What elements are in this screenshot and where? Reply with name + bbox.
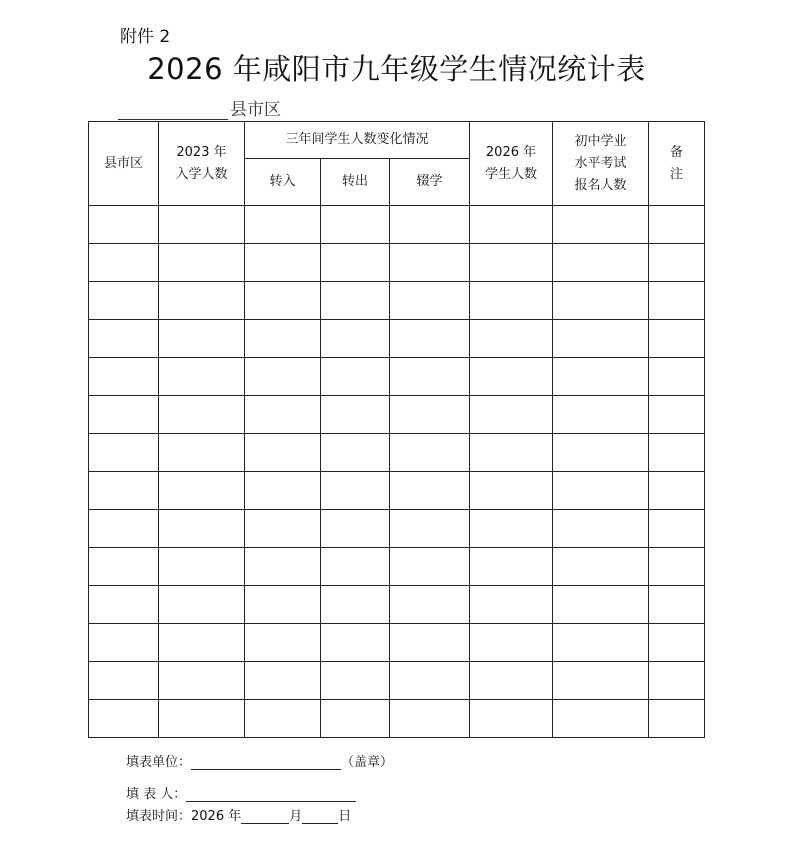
day-blank-line[interactable] — [302, 809, 338, 824]
table-cell[interactable] — [553, 662, 649, 700]
table-cell[interactable] — [159, 244, 245, 282]
county-blank-line[interactable] — [118, 103, 228, 120]
filler-blank-line[interactable] — [186, 787, 356, 802]
table-cell[interactable] — [470, 434, 553, 472]
table-row — [89, 472, 705, 510]
unit-field — [126, 751, 393, 770]
table-cell[interactable] — [159, 396, 245, 434]
table-cell[interactable] — [649, 434, 705, 472]
header-county: 县市区 — [89, 122, 159, 206]
table-cell[interactable] — [390, 624, 470, 662]
date-field — [126, 805, 351, 824]
table-cell[interactable] — [649, 282, 705, 320]
table-cell[interactable] — [89, 662, 159, 700]
table-cell[interactable] — [321, 396, 390, 434]
county-suffix-label: 县市区 — [230, 100, 281, 120]
month-blank-line[interactable] — [241, 809, 289, 824]
table-row — [89, 320, 705, 358]
table-body — [89, 206, 705, 738]
table-cell[interactable] — [89, 510, 159, 548]
table-cell[interactable] — [321, 320, 390, 358]
header-transfer-in: 转入 — [245, 159, 321, 206]
table-row — [89, 244, 705, 282]
table-row — [89, 624, 705, 662]
table-cell[interactable] — [470, 358, 553, 396]
table-row — [89, 434, 705, 472]
table-cell[interactable] — [159, 662, 245, 700]
table-cell[interactable] — [89, 434, 159, 472]
table-cell[interactable] — [245, 282, 321, 320]
filler-field — [126, 783, 356, 802]
table-cell[interactable] — [470, 548, 553, 586]
table-cell[interactable] — [245, 662, 321, 700]
table-row — [89, 586, 705, 624]
table-cell[interactable] — [321, 434, 390, 472]
table-cell[interactable] — [89, 472, 159, 510]
table-row — [89, 358, 705, 396]
month-label: 月 — [289, 809, 303, 824]
header-remark: 备 注 — [649, 122, 705, 206]
table-cell[interactable] — [553, 320, 649, 358]
table-row — [89, 206, 705, 244]
table-cell[interactable] — [390, 434, 470, 472]
county-field — [118, 95, 281, 120]
table-cell[interactable] — [553, 586, 649, 624]
table-cell[interactable] — [553, 700, 649, 738]
table-cell[interactable] — [553, 548, 649, 586]
table-cell[interactable] — [470, 662, 553, 700]
table-cell[interactable] — [245, 472, 321, 510]
table-cell[interactable] — [649, 206, 705, 244]
header-transfer-out: 转出 — [321, 159, 390, 206]
table-cell[interactable] — [553, 624, 649, 662]
table-cell[interactable] — [89, 282, 159, 320]
table-cell[interactable] — [553, 282, 649, 320]
table-cell[interactable] — [470, 700, 553, 738]
table-row — [89, 700, 705, 738]
table-row — [89, 396, 705, 434]
table-cell[interactable] — [649, 548, 705, 586]
table-cell[interactable] — [390, 586, 470, 624]
table-cell[interactable] — [159, 282, 245, 320]
table-cell[interactable] — [245, 320, 321, 358]
table-cell[interactable] — [89, 396, 159, 434]
table-cell[interactable] — [390, 244, 470, 282]
table-cell[interactable] — [649, 320, 705, 358]
header-change-group: 三年间学生人数变化情况 — [245, 122, 470, 159]
table-cell[interactable] — [89, 358, 159, 396]
table-cell[interactable] — [649, 624, 705, 662]
table-cell[interactable] — [159, 472, 245, 510]
header-exam-registrations: 初中学业 水平考试 报名人数 — [553, 122, 649, 206]
table-cell[interactable] — [470, 244, 553, 282]
header-dropout: 辍学 — [390, 159, 470, 206]
table-cell[interactable] — [649, 358, 705, 396]
table-cell[interactable] — [321, 662, 390, 700]
page-title: 2026 年咸阳市九年级学生情况统计表 — [147, 52, 646, 86]
table-cell[interactable] — [89, 586, 159, 624]
table-cell[interactable] — [470, 396, 553, 434]
table-cell[interactable] — [321, 282, 390, 320]
table-cell[interactable] — [390, 320, 470, 358]
table-cell[interactable] — [245, 206, 321, 244]
table-cell[interactable] — [470, 282, 553, 320]
table-cell[interactable] — [89, 700, 159, 738]
table-cell[interactable] — [245, 358, 321, 396]
table-row — [89, 510, 705, 548]
table-cell[interactable] — [321, 586, 390, 624]
header-2023-enrollment: 2023 年 入学人数 — [159, 122, 245, 206]
table-cell[interactable] — [321, 624, 390, 662]
table-cell[interactable] — [245, 700, 321, 738]
table-cell[interactable] — [649, 700, 705, 738]
table-row — [89, 548, 705, 586]
table-cell[interactable] — [390, 700, 470, 738]
table-cell[interactable] — [245, 548, 321, 586]
unit-label: 填表单位： — [126, 755, 192, 770]
table-cell[interactable] — [89, 624, 159, 662]
table-cell[interactable] — [470, 624, 553, 662]
table-cell[interactable] — [553, 244, 649, 282]
date-label: 填表时间：2026 年 — [126, 809, 242, 824]
table-cell[interactable] — [159, 624, 245, 662]
table-cell[interactable] — [89, 320, 159, 358]
table-cell[interactable] — [553, 434, 649, 472]
table-cell[interactable] — [159, 320, 245, 358]
table-cell[interactable] — [321, 548, 390, 586]
table-cell[interactable] — [245, 624, 321, 662]
table-cell[interactable] — [245, 434, 321, 472]
table-cell[interactable] — [470, 472, 553, 510]
table-cell[interactable] — [159, 358, 245, 396]
table-cell[interactable] — [89, 244, 159, 282]
table-cell[interactable] — [553, 358, 649, 396]
table-cell[interactable] — [321, 206, 390, 244]
table-cell[interactable] — [159, 206, 245, 244]
table-cell[interactable] — [245, 510, 321, 548]
table-cell[interactable] — [649, 586, 705, 624]
table-cell[interactable] — [321, 358, 390, 396]
table-cell[interactable] — [470, 206, 553, 244]
table-cell[interactable] — [245, 586, 321, 624]
table-cell[interactable] — [159, 700, 245, 738]
table-cell[interactable] — [159, 434, 245, 472]
table-cell[interactable] — [390, 282, 470, 320]
table-row — [89, 282, 705, 320]
table-cell[interactable] — [245, 396, 321, 434]
table-cell[interactable] — [649, 396, 705, 434]
table-cell[interactable] — [470, 510, 553, 548]
attachment-label: 附件 2 — [120, 27, 171, 47]
table-cell[interactable] — [245, 244, 321, 282]
day-label: 日 — [338, 809, 352, 824]
table-cell[interactable] — [390, 206, 470, 244]
table-cell[interactable] — [159, 510, 245, 548]
table-cell[interactable] — [390, 548, 470, 586]
table-cell[interactable] — [159, 548, 245, 586]
table-cell[interactable] — [159, 586, 245, 624]
table-cell[interactable] — [649, 472, 705, 510]
table-cell[interactable] — [321, 510, 390, 548]
table-cell[interactable] — [553, 472, 649, 510]
table-cell[interactable] — [649, 510, 705, 548]
table-cell[interactable] — [321, 700, 390, 738]
table-cell[interactable] — [89, 548, 159, 586]
table-cell[interactable] — [321, 244, 390, 282]
table-cell[interactable] — [553, 510, 649, 548]
table-cell[interactable] — [470, 586, 553, 624]
table-cell[interactable] — [390, 510, 470, 548]
unit-blank-line[interactable] — [191, 755, 341, 770]
table-cell[interactable] — [553, 396, 649, 434]
table-cell[interactable] — [553, 206, 649, 244]
table-cell[interactable] — [390, 396, 470, 434]
seal-label: （盖章） — [341, 755, 394, 770]
table-cell[interactable] — [470, 320, 553, 358]
table-cell[interactable] — [649, 244, 705, 282]
table-row — [89, 662, 705, 700]
table-cell[interactable] — [89, 206, 159, 244]
filler-label: 填 表 人： — [126, 787, 187, 802]
table-cell[interactable] — [390, 358, 470, 396]
header-row-1 — [89, 122, 705, 159]
statistics-table — [88, 121, 705, 738]
header-2026-students: 2026 年 学生人数 — [470, 122, 553, 206]
table-cell[interactable] — [390, 472, 470, 510]
table-cell[interactable] — [649, 662, 705, 700]
table-cell[interactable] — [390, 662, 470, 700]
table-cell[interactable] — [321, 472, 390, 510]
